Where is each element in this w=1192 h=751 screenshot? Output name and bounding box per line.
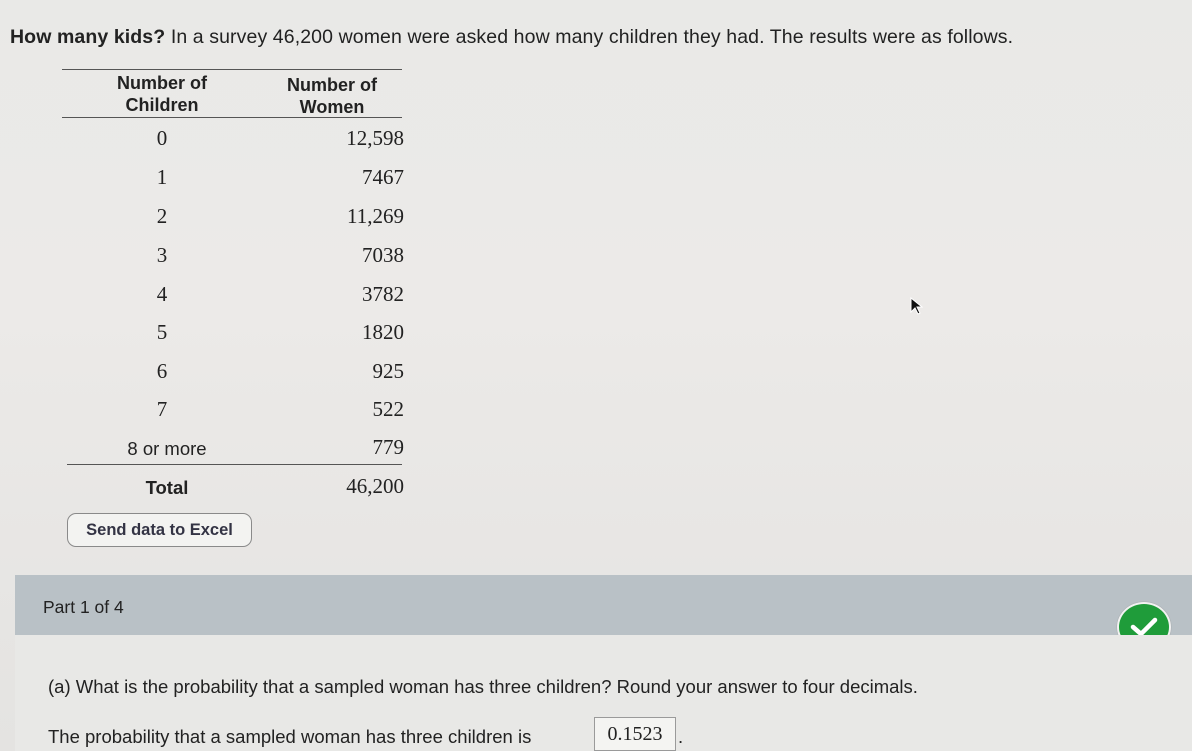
question-text: [10, 26, 1013, 49]
children-cell: 1: [156, 165, 168, 189]
col-header-children-line2: Children: [125, 95, 199, 115]
part-a-question: (a) What is the probability that a sampled woman has three children? Round your answer to four decimals.: [48, 676, 918, 697]
total-value: 46,200: [346, 474, 404, 498]
women-cell: 7467: [362, 165, 404, 189]
header-rule: [62, 117, 402, 118]
part-header: [15, 575, 1192, 635]
children-cell: 7: [156, 397, 168, 421]
total-rule: [67, 464, 402, 465]
part-label: Part 1 of 4: [43, 597, 124, 617]
children-cell: 5: [156, 320, 168, 344]
question-title: How many kids?: [10, 26, 166, 48]
mouse-pointer-icon: [909, 297, 923, 320]
children-cell: 8 or more: [127, 438, 207, 459]
send-to-excel-button[interactable]: Send data to Excel: [67, 513, 252, 547]
col-header-women-line2: Women: [299, 97, 365, 117]
children-cell: 0: [156, 126, 168, 150]
children-cell: 2: [156, 204, 168, 228]
women-cell: 522: [372, 397, 404, 421]
col-header-children-line1: Number of: [117, 73, 207, 93]
col-header-women: [267, 74, 397, 118]
children-cell: 4: [156, 282, 168, 306]
women-cell: 925: [372, 359, 404, 383]
total-label: Total: [145, 477, 189, 498]
women-cell: 1820: [362, 320, 404, 344]
children-cell: 6: [156, 359, 168, 383]
answer-prefix: The probability that a sampled woman has three children is: [48, 726, 532, 747]
women-cell: 7038: [362, 243, 404, 267]
col-header-children: [62, 72, 262, 116]
answer-input[interactable]: 0.1523: [594, 717, 676, 751]
table-top-rule: [62, 69, 402, 70]
women-cell: 11,269: [347, 204, 404, 228]
question-body: In a survey 46,200 women were asked how many children they had. The results were as follows.: [170, 26, 1014, 48]
col-header-women-line1: Number of: [287, 75, 377, 95]
women-cell: 779: [372, 435, 404, 459]
women-cell: 12,598: [346, 126, 404, 150]
answer-suffix: .: [678, 726, 684, 747]
women-cell: 3782: [362, 282, 404, 306]
children-cell: 3: [156, 243, 168, 267]
